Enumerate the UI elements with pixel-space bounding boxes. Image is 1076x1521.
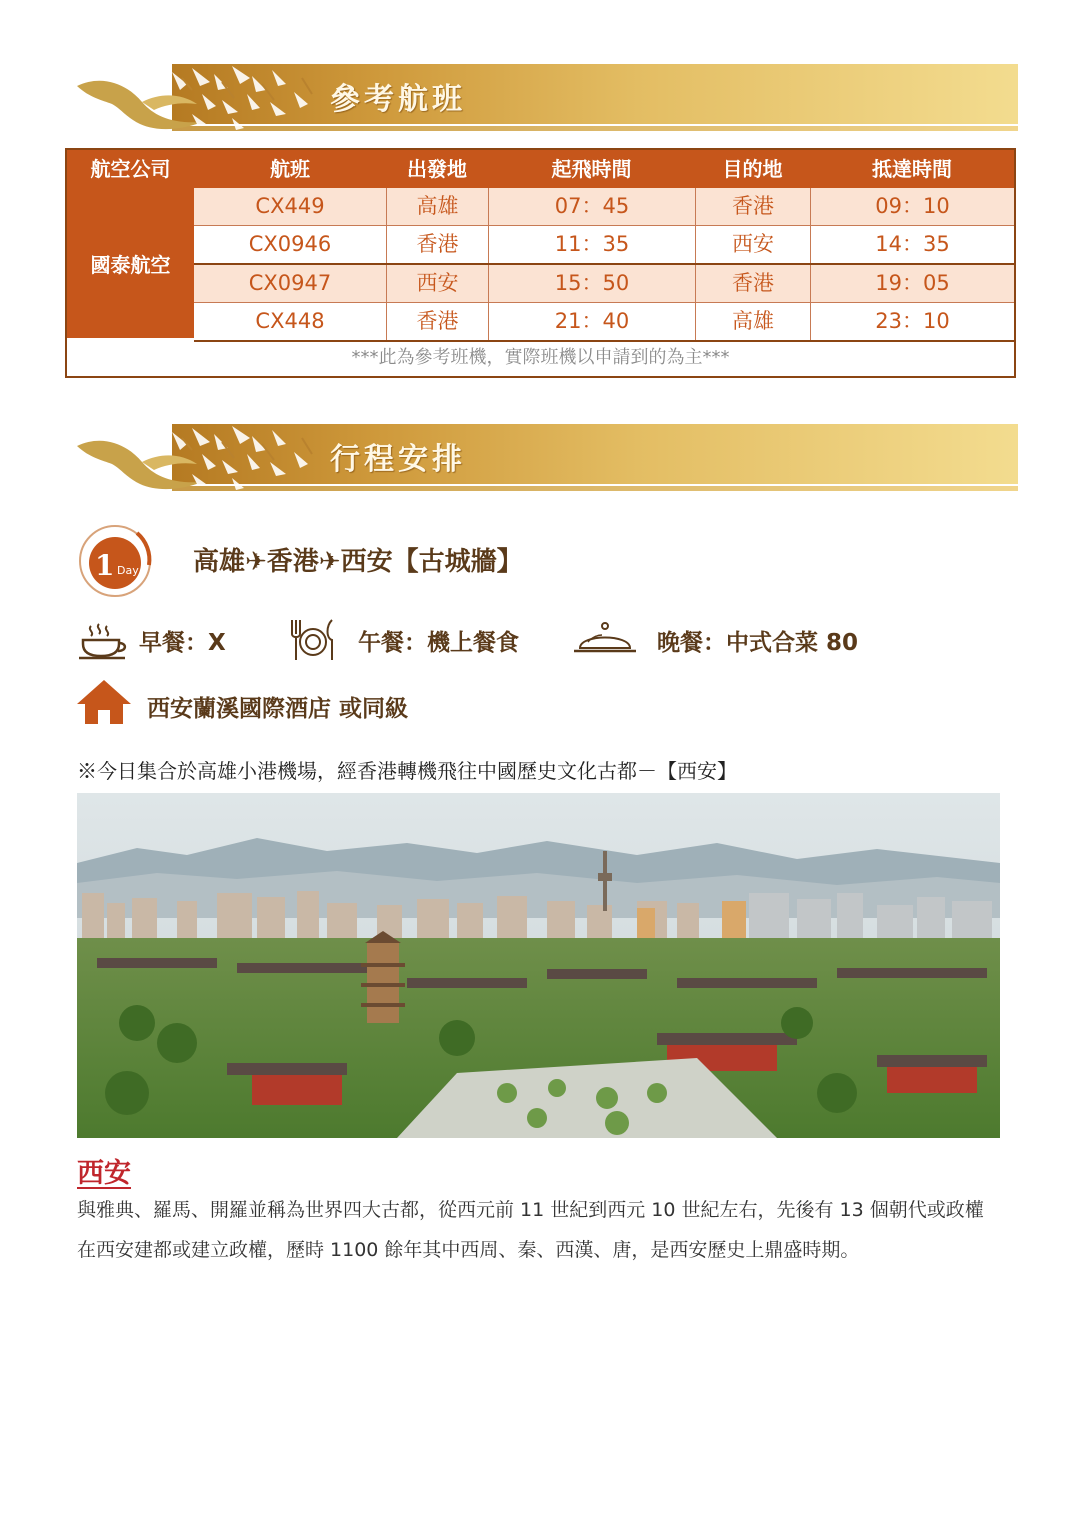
- table-row: [194, 303, 1014, 342]
- arrival-time: 09：10: [810, 188, 1014, 225]
- arrival-time: 19：05: [810, 265, 1014, 302]
- departure-time: 15：50: [488, 265, 695, 302]
- flight-number: CX0946: [248, 232, 332, 256]
- flight-number: CX448: [255, 309, 325, 333]
- plate-utensils-icon: [286, 616, 340, 664]
- arrival-time: 14：35: [810, 226, 1014, 263]
- day-note: ※今日集合於高雄小港機場，經香港轉機飛往中國歷史文化古都－【西安】: [77, 759, 737, 783]
- breakfast-text: 早餐：X: [139, 630, 226, 656]
- departure-city: 香港: [386, 303, 488, 340]
- table-row: [194, 188, 1014, 226]
- city-title: 西安: [77, 1158, 131, 1189]
- dish-cloche-icon: [572, 620, 638, 656]
- header-arrival-time: 抵達時間: [872, 157, 952, 181]
- itinerary-section-banner: [72, 424, 1018, 494]
- departure-time: 07：45: [488, 188, 695, 225]
- airline-cell: 國泰航空: [67, 188, 194, 338]
- day-route-title: 高雄✈香港✈西安【古城牆】: [193, 547, 523, 577]
- header-flight: 航班: [270, 157, 310, 181]
- house-icon: [77, 678, 133, 726]
- day-badge: [77, 521, 157, 605]
- day-number: 1: [95, 549, 115, 582]
- destination-city: 高雄: [695, 303, 810, 340]
- destination-city: 西安: [695, 226, 810, 263]
- itinerary-section-title: 行程安排: [330, 442, 466, 477]
- flights-section-banner: [72, 64, 1018, 134]
- flight-number: CX449: [255, 194, 325, 218]
- xian-skyline-image: [77, 793, 1000, 1138]
- header-airline: 航空公司: [90, 157, 171, 181]
- destination-city: 香港: [695, 265, 810, 302]
- table-row: [194, 265, 1014, 303]
- bird-ornament-icon: [72, 424, 332, 494]
- bird-ornament-icon: [72, 64, 332, 134]
- departure-time: 21：40: [488, 303, 695, 340]
- departure-city: 香港: [386, 226, 488, 263]
- hotel-text: 西安蘭溪國際酒店 或同級: [147, 696, 409, 722]
- header-destination: 目的地: [722, 157, 783, 181]
- flights-section-title: 參考航班: [330, 82, 466, 117]
- arrival-time: 23：10: [810, 303, 1014, 340]
- flight-table-header: [67, 150, 1014, 188]
- header-departure-time: 起飛時間: [551, 157, 632, 181]
- departure-time: 11：35: [488, 226, 695, 263]
- departure-city: 西安: [386, 265, 488, 302]
- coffee-cup-icon: [77, 620, 133, 662]
- departure-city: 高雄: [386, 188, 488, 225]
- dinner-text: 晚餐：中式合菜 80: [657, 630, 859, 656]
- table-row: [194, 226, 1014, 265]
- lunch-text: 午餐：機上餐食: [358, 630, 519, 656]
- destination-city: 香港: [695, 188, 810, 225]
- day-circle-icon: [77, 521, 157, 601]
- header-departure: 出發地: [407, 157, 467, 181]
- flight-table: [65, 148, 1016, 378]
- city-description: 與雅典、羅馬、開羅並稱為世界四大古都，從西元前 11 世紀到西元 10 世紀左右，先後有 13 個朝代或政權在西安建都或建立政權，歷時 1100 餘年其中西周、秦、西漢、唐，是西安歷史上鼎盛時期。: [77, 1199, 984, 1261]
- xian-city-photo: [77, 793, 1000, 1138]
- flight-number: CX0947: [248, 271, 332, 295]
- flight-table-note: ***此為參考班機，實際班機以申請到的為主***: [351, 347, 730, 368]
- day-label: Day: [117, 564, 139, 577]
